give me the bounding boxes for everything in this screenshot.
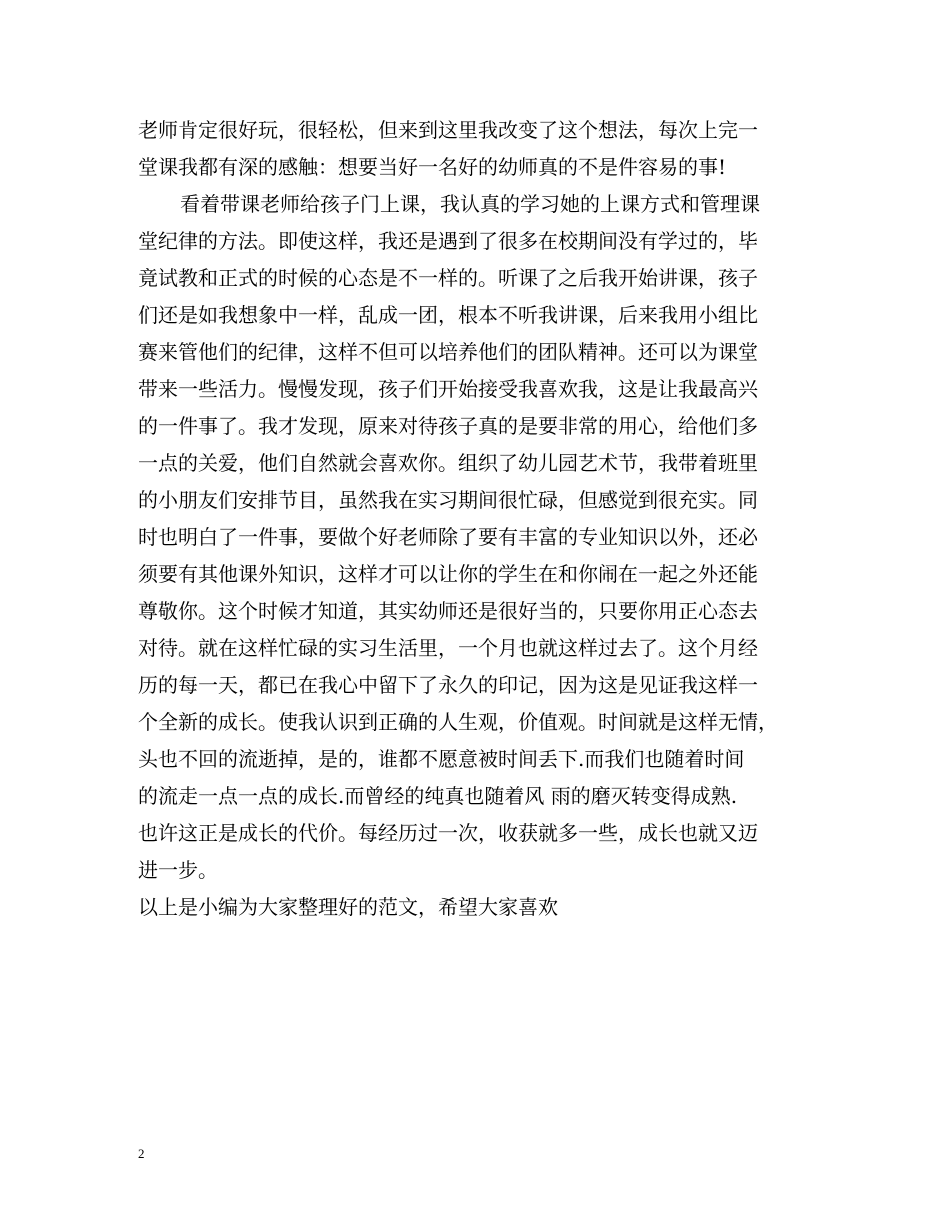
text-line: 历的每一天，都已在我心中留下了永久的印记，因为这是见证我这样一 [138, 673, 758, 697]
text-line: 一点的关爱，他们自然就会喜欢你。组织了幼儿园艺术节，我带着班里 [138, 451, 758, 475]
text-line: 赛来管他们的纪律，这样不但可以培养他们的团队精神。还可以为课堂 [138, 340, 758, 364]
text-line: 对待。就在这样忙碌的实习生活里，一个月也就这样过去了。这个月经 [138, 636, 758, 660]
text-line: 的小朋友们安排节目，虽然我在实习期间很忙碌，但感觉到很充实。同 [138, 488, 758, 512]
text-line: 竟试教和正式的时候的心态是不一样的。听课了之后我开始讲课，孩子 [138, 266, 758, 290]
text-line: 也许这正是成长的代价。每经历过一次，收获就多一些，成长也就又迈 [138, 821, 758, 845]
text-line: 须要有其他课外知识，这样才可以让你的学生在和你闹在一起之外还能 [138, 562, 758, 586]
text-line: 看着带课老师给孩子门上课，我认真的学习她的上课方式和管理课 [180, 192, 760, 216]
text-line: 时也明白了一件事，要做个好老师除了要有丰富的专业知识以外，还必 [138, 525, 758, 549]
text-line: 尊敬你。这个时候才知道，其实幼师还是很好当的，只要你用正心态去 [138, 599, 758, 623]
text-line: 们还是如我想象中一样，乱成一团，根本不听我讲课，后来我用小组比 [138, 303, 758, 327]
text-line: 带来一些活力。慢慢发现，孩子们开始接受我喜欢我，这是让我最高兴 [138, 377, 758, 401]
page-number: 2 [138, 1146, 145, 1161]
text-line: 堂纪律的方法。即使这样，我还是遇到了很多在校期间没有学过的，毕 [138, 229, 758, 253]
text-line: 堂课我都有深的感触：想要当好一名好的幼师真的不是件容易的事! [138, 155, 727, 179]
text-line: 老师肯定很好玩，很轻松，但来到这里我改变了这个想法，每次上完一 [138, 118, 758, 142]
text-line: 头也不回的流逝掉，是的，谁都不愿意被时间丢下.而我们也随着时间 [138, 747, 745, 771]
text-line: 个全新的成长。使我认识到正确的人生观，价值观。时间就是这样无情， [138, 710, 778, 734]
body-text [138, 112, 838, 926]
closing-line: 以上是小编为大家整理好的范文，希望大家喜欢 [138, 895, 558, 919]
text-line: 进一步。 [138, 858, 218, 882]
text-line: 的一件事了。我才发现，原来对待孩子真的是要非常的用心，给他们多 [138, 414, 758, 438]
text-line: 的流走一点一点的成长.而曾经的纯真也随着风 雨的磨灭转变得成熟. [138, 784, 738, 808]
